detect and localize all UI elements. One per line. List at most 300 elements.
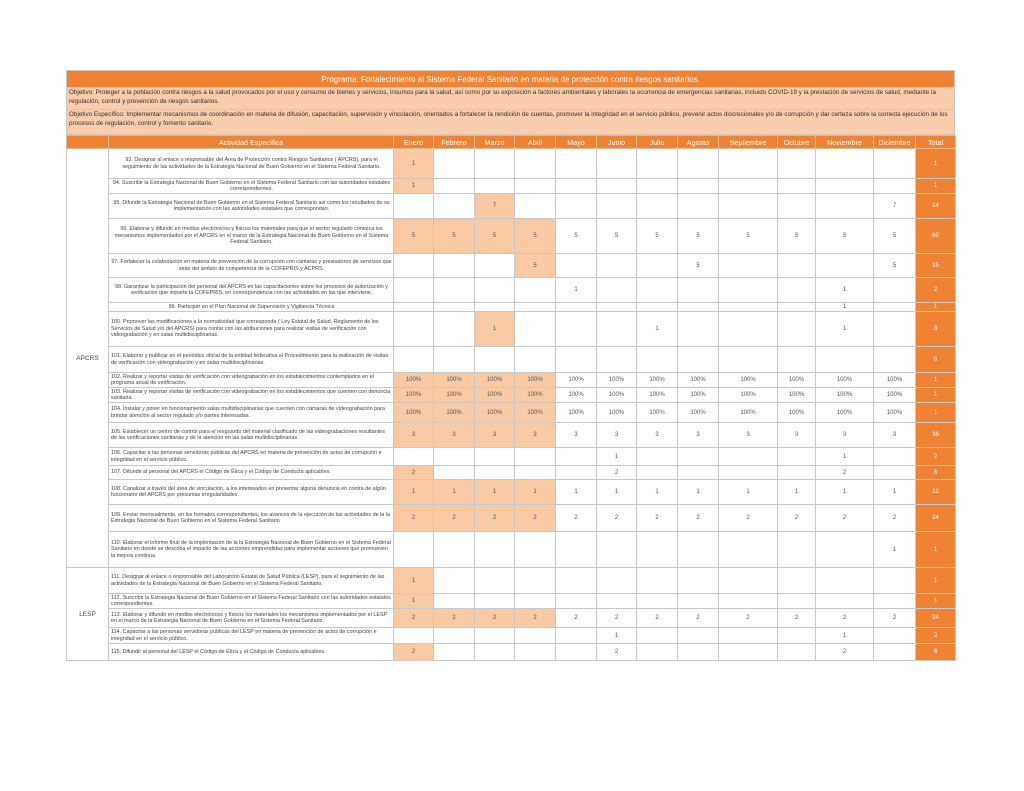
month-value-cell	[678, 628, 719, 644]
month-value-cell: 3	[678, 423, 719, 448]
table-row	[67, 644, 956, 661]
activity-cell: 105. Establecer un centro de control para el resguardo del material clasificado de las videograbaciones resultantes de las verificaciones sanitarias y de la atención en las salas multidisciplinarias.	[109, 423, 394, 448]
month-value-cell	[515, 194, 556, 219]
table-row	[67, 149, 956, 179]
month-value-cell: 1	[597, 448, 637, 466]
activity-table	[66, 135, 956, 661]
col-octubre-header: Octubre	[778, 136, 816, 149]
month-value-cell	[778, 594, 816, 609]
activity-cell: 95. Difundir la Estrategia Nacional de Buen Gobierno en el Sistema Federal Sanitario así como los resultados de su implementación con las autoridades estatales que correspondan.	[109, 194, 394, 219]
month-value-cell: 1	[874, 532, 916, 568]
month-value-cell	[816, 532, 874, 568]
month-value-cell: 100%	[475, 403, 515, 423]
month-value-cell: 100%	[719, 403, 778, 423]
month-value-cell	[434, 194, 475, 219]
month-value-cell	[778, 466, 816, 480]
month-value-cell	[394, 254, 434, 278]
total-cell: 1	[916, 373, 956, 388]
month-value-cell	[475, 149, 515, 179]
month-value-cell: 2	[394, 609, 434, 628]
col-enero-header: Enero	[394, 136, 434, 149]
month-value-cell	[816, 254, 874, 278]
month-value-cell	[678, 532, 719, 568]
month-value-cell	[637, 149, 678, 179]
table-row	[67, 179, 956, 194]
total-cell: 12	[916, 480, 956, 505]
month-value-cell	[597, 278, 637, 303]
table-row	[67, 423, 956, 448]
activity-cell: 98. Garantizar la participación del personal del APCRS en las capacitaciones sobre los procesos de autorización y verificación que imparte la COFEPRIS, en correspondencia con las actividades en las que interviene.	[109, 278, 394, 303]
activity-cell: 114. Capacitar a las personas servidoras públicas del LESP en materia de prevención de actos de corrupción e integridad en el servicio público.	[109, 628, 394, 644]
month-value-cell: 100%	[556, 373, 597, 388]
month-value-cell	[434, 312, 475, 347]
month-value-cell	[778, 303, 816, 312]
table-row	[67, 219, 956, 254]
month-value-cell	[719, 466, 778, 480]
month-value-cell: 2	[678, 505, 719, 532]
month-value-cell	[515, 448, 556, 466]
month-value-cell	[515, 644, 556, 661]
month-value-cell	[816, 179, 874, 194]
month-value-cell	[394, 628, 434, 644]
table-row	[67, 347, 956, 373]
month-value-cell: 3	[434, 423, 475, 448]
table-row	[67, 466, 956, 480]
month-value-cell	[637, 179, 678, 194]
month-value-cell	[556, 644, 597, 661]
month-value-cell	[515, 312, 556, 347]
month-value-cell	[434, 568, 475, 594]
month-value-cell: 2	[637, 505, 678, 532]
month-value-cell: 1	[475, 480, 515, 505]
month-value-cell	[678, 448, 719, 466]
month-value-cell	[515, 149, 556, 179]
month-value-cell: 2	[816, 609, 874, 628]
table-row	[67, 254, 956, 278]
month-value-cell	[394, 448, 434, 466]
month-value-cell: 100%	[394, 403, 434, 423]
month-value-cell	[434, 179, 475, 194]
month-value-cell: 2	[515, 505, 556, 532]
total-cell: 60	[916, 219, 956, 254]
table-row	[67, 303, 956, 312]
activity-cell: 94. Suscribir la Estrategia Nacional de Buen Gobierno en el Sistema Federal Sanitario con las autoridades estatales correspondientes.	[109, 179, 394, 194]
month-value-cell	[719, 179, 778, 194]
month-value-cell: 2	[816, 505, 874, 532]
month-value-cell: 100%	[637, 403, 678, 423]
month-value-cell: 1	[637, 312, 678, 347]
month-value-cell	[475, 347, 515, 373]
activity-cell: 97. Fortalecer la colaboración en materia de prevención de la corrupción con cámaras y prestadores de servicios que sean del ámbito de competencia de la COFEPRIS y ACPRS.	[109, 254, 394, 278]
month-value-cell: 1	[719, 480, 778, 505]
month-value-cell	[515, 532, 556, 568]
month-value-cell: 100%	[434, 403, 475, 423]
month-value-cell	[778, 532, 816, 568]
month-value-cell: 5	[678, 219, 719, 254]
total-cell: 1	[916, 594, 956, 609]
month-value-cell: 1	[597, 628, 637, 644]
month-value-cell	[778, 628, 816, 644]
table-row	[67, 278, 956, 303]
table-row	[67, 568, 956, 594]
table-row	[67, 388, 956, 403]
month-value-cell	[637, 568, 678, 594]
month-value-cell: 100%	[778, 388, 816, 403]
month-value-cell	[475, 303, 515, 312]
group-label-cell: APCRS	[67, 149, 109, 568]
col-agosto-header: Agosto	[678, 136, 719, 149]
month-value-cell: 1	[515, 480, 556, 505]
table-row	[67, 194, 956, 219]
month-value-cell: 100%	[475, 373, 515, 388]
month-value-cell: 5	[678, 254, 719, 278]
month-value-cell	[475, 179, 515, 194]
month-value-cell	[719, 532, 778, 568]
month-value-cell: 100%	[597, 403, 637, 423]
month-value-cell	[637, 594, 678, 609]
month-value-cell: 2	[475, 609, 515, 628]
month-value-cell: 100%	[874, 403, 916, 423]
month-value-cell: 100%	[515, 403, 556, 423]
month-value-cell: 100%	[637, 373, 678, 388]
col-noviembre-header: Noviembre	[816, 136, 874, 149]
month-value-cell	[637, 254, 678, 278]
month-value-cell	[515, 568, 556, 594]
month-value-cell	[394, 347, 434, 373]
month-value-cell	[515, 466, 556, 480]
month-value-cell: 100%	[475, 388, 515, 403]
month-value-cell: 5	[556, 219, 597, 254]
month-value-cell: 1	[816, 480, 874, 505]
month-value-cell	[874, 448, 916, 466]
month-value-cell: 2	[556, 505, 597, 532]
month-value-cell	[719, 448, 778, 466]
month-value-cell: 100%	[637, 388, 678, 403]
month-value-cell: 2	[434, 505, 475, 532]
col-total-header: Total	[916, 136, 956, 149]
month-value-cell	[874, 179, 916, 194]
col-julio-header: Julio	[637, 136, 678, 149]
month-value-cell: 100%	[816, 388, 874, 403]
month-value-cell	[678, 179, 719, 194]
table-row	[67, 403, 956, 423]
group-label-cell: LESP	[67, 568, 109, 661]
month-value-cell: 1	[394, 179, 434, 194]
col-marzo-header: Marzo	[475, 136, 515, 149]
month-value-cell: 100%	[678, 403, 719, 423]
month-value-cell	[434, 594, 475, 609]
month-value-cell	[637, 628, 678, 644]
month-value-cell: 2	[778, 505, 816, 532]
month-value-cell: 1	[475, 312, 515, 347]
col-activity-header: Actividad Específica	[109, 136, 394, 149]
month-value-cell	[874, 303, 916, 312]
month-value-cell: 100%	[719, 388, 778, 403]
month-value-cell	[597, 312, 637, 347]
month-value-cell: 100%	[874, 373, 916, 388]
activity-cell: 112. Suscribir la Estrategia Nacional de Buen Gobierno en el Sistema Federal Sanitario con las autoridades estatales correspondientes.	[109, 594, 394, 609]
month-value-cell	[719, 254, 778, 278]
month-value-cell: 5	[778, 219, 816, 254]
month-value-cell	[475, 628, 515, 644]
month-value-cell	[556, 466, 597, 480]
month-value-cell	[678, 194, 719, 219]
total-cell: 24	[916, 609, 956, 628]
month-value-cell: 100%	[515, 373, 556, 388]
month-value-cell	[637, 303, 678, 312]
total-cell: 0	[916, 347, 956, 373]
total-cell: 36	[916, 423, 956, 448]
activity-cell: 99. Participar en el Plan Nacional de Supervisión y Vigilancia Técnica	[109, 303, 394, 312]
activity-cell: 96. Elaborar y difundir en medios electrónicos y físicos los materiales para que el sector regulado conozca los mecanismos implementados por el APCRS en el marco de la Estrategia Nacional de Buen Gobierno en el Sistema Federal Sanitario.	[109, 219, 394, 254]
month-value-cell	[434, 466, 475, 480]
month-value-cell	[597, 568, 637, 594]
month-value-cell	[637, 194, 678, 219]
month-value-cell: 100%	[678, 388, 719, 403]
month-value-cell	[597, 254, 637, 278]
month-value-cell	[556, 312, 597, 347]
month-value-cell: 1	[597, 480, 637, 505]
month-value-cell: 2	[515, 609, 556, 628]
month-value-cell	[475, 278, 515, 303]
month-value-cell	[597, 532, 637, 568]
activity-cell: 100. Promover las modificaciones a la normatividad que corresponda ( Ley Estatal de Salud, Reglamento de los Servicios de Salud y/o del APCRS) para contar con las atribuciones para realizar visitas de verificación con videograbación y en salas multidisciplinarias.	[109, 312, 394, 347]
month-value-cell	[556, 303, 597, 312]
month-value-cell: 2	[597, 505, 637, 532]
month-value-cell: 100%	[434, 388, 475, 403]
month-value-cell	[874, 594, 916, 609]
activity-cell: 106. Capacitar a las personas servidoras públicas del APCRS en materia de prevención de actos de corrupción e integridad en el servicio público.	[109, 448, 394, 466]
objective-general: Objetivo: Proteger a la población contra riesgos a la salud provocados por el uso y consumo de bienes y servicios, insumos para la salud, así como por su exposición a factores ambientales y laborales la ocurrencia de emergencias sanitarias, incluido COVID-19 y la prestación de servicios de salud, mediante la regulación, control y prevención de riesgos sanitarios.	[66, 88, 955, 110]
month-value-cell: 1	[778, 480, 816, 505]
month-value-cell: 2	[394, 644, 434, 661]
table-body	[67, 149, 956, 661]
month-value-cell	[394, 312, 434, 347]
month-value-cell	[515, 303, 556, 312]
month-value-cell: 3	[637, 423, 678, 448]
month-value-cell	[556, 254, 597, 278]
month-value-cell: 3	[597, 423, 637, 448]
month-value-cell	[874, 312, 916, 347]
month-value-cell	[678, 568, 719, 594]
month-value-cell: 1	[556, 480, 597, 505]
table-row	[67, 594, 956, 609]
month-value-cell	[778, 347, 816, 373]
month-value-cell: 3	[394, 423, 434, 448]
table-row	[67, 505, 956, 532]
total-cell: 1	[916, 568, 956, 594]
col-mayo-header: Mayo	[556, 136, 597, 149]
total-cell: 6	[916, 644, 956, 661]
month-value-cell: 5	[515, 219, 556, 254]
month-value-cell	[778, 448, 816, 466]
month-value-cell: 2	[719, 609, 778, 628]
month-value-cell	[719, 149, 778, 179]
month-value-cell	[719, 594, 778, 609]
month-value-cell	[475, 532, 515, 568]
month-value-cell: 1	[434, 480, 475, 505]
month-value-cell	[778, 278, 816, 303]
month-value-cell: 7	[475, 194, 515, 219]
month-value-cell: 1	[394, 149, 434, 179]
group-header-cell	[67, 136, 109, 149]
table-row	[67, 373, 956, 388]
month-value-cell: 2	[434, 609, 475, 628]
month-value-cell	[778, 644, 816, 661]
month-value-cell	[719, 644, 778, 661]
month-value-cell	[778, 194, 816, 219]
table-row	[67, 312, 956, 347]
month-value-cell	[816, 149, 874, 179]
month-value-cell	[515, 347, 556, 373]
total-cell: 2	[916, 278, 956, 303]
month-value-cell: 2	[394, 466, 434, 480]
total-cell: 2	[916, 628, 956, 644]
month-value-cell: 3	[719, 423, 778, 448]
month-value-cell: 2	[637, 609, 678, 628]
month-value-cell	[678, 594, 719, 609]
activity-cell: 111. Designar al enlace o responsable del Laboratorio Estatal de Salud Pública (LESP), para el seguimiento de las actividades de la Estrategia Nacional de Buen Gobierno en el Sistema Federal Sanitario.	[109, 568, 394, 594]
table-row	[67, 628, 956, 644]
month-value-cell: 100%	[515, 388, 556, 403]
total-cell: 24	[916, 505, 956, 532]
month-value-cell: 2	[597, 609, 637, 628]
month-value-cell	[556, 194, 597, 219]
month-value-cell	[719, 347, 778, 373]
activity-cell: 115. Difundir al personal del LESP el Código de Ética y el Código de Conducta aplicables.	[109, 644, 394, 661]
col-diciembre-header: Diciembre	[874, 136, 916, 149]
month-value-cell: 5	[394, 219, 434, 254]
month-value-cell	[434, 254, 475, 278]
month-value-cell: 1	[874, 480, 916, 505]
month-value-cell: 2	[475, 505, 515, 532]
month-value-cell	[556, 532, 597, 568]
month-value-cell	[434, 278, 475, 303]
month-value-cell	[475, 568, 515, 594]
month-value-cell: 3	[515, 423, 556, 448]
month-value-cell: 1	[637, 480, 678, 505]
month-value-cell	[874, 644, 916, 661]
month-value-cell	[434, 347, 475, 373]
month-value-cell	[434, 628, 475, 644]
month-value-cell	[597, 179, 637, 194]
month-value-cell: 100%	[394, 373, 434, 388]
month-value-cell	[816, 568, 874, 594]
month-value-cell	[434, 448, 475, 466]
col-febrero-header: Febrero	[434, 136, 475, 149]
month-value-cell: 2	[719, 505, 778, 532]
month-value-cell	[719, 312, 778, 347]
month-value-cell	[719, 194, 778, 219]
month-value-cell: 1	[678, 480, 719, 505]
month-value-cell: 1	[394, 568, 434, 594]
month-value-cell	[678, 466, 719, 480]
month-value-cell: 100%	[434, 373, 475, 388]
month-value-cell	[719, 303, 778, 312]
month-value-cell: 3	[874, 423, 916, 448]
month-value-cell	[434, 532, 475, 568]
month-value-cell	[678, 303, 719, 312]
month-value-cell: 100%	[556, 403, 597, 423]
month-value-cell: 1	[816, 303, 874, 312]
month-value-cell: 1	[394, 480, 434, 505]
month-value-cell	[394, 278, 434, 303]
month-value-cell: 2	[597, 644, 637, 661]
total-cell: 1	[916, 403, 956, 423]
objective-specific: Objetivo Específico: Implementar mecanismos de coordinación en materia de difusión, capacitación, supervisión y vinculación, orientados a fortalecer la rendición de cuentas, promover la integridad en el servicio público, prevenir actos discrecionales y/o de corrupción y dar certeza sobre la correcta ejecución de los procesos de regulación, control y fomento sanitario.	[66, 110, 955, 135]
month-value-cell	[556, 594, 597, 609]
month-value-cell	[678, 278, 719, 303]
month-value-cell: 1	[556, 278, 597, 303]
month-value-cell	[475, 254, 515, 278]
month-value-cell	[874, 149, 916, 179]
month-value-cell: 3	[778, 423, 816, 448]
table-row	[67, 609, 956, 628]
month-value-cell: 1	[394, 594, 434, 609]
total-cell: 6	[916, 466, 956, 480]
month-value-cell: 2	[394, 505, 434, 532]
month-value-cell: 5	[874, 254, 916, 278]
month-value-cell	[434, 644, 475, 661]
month-value-cell: 100%	[556, 388, 597, 403]
total-cell: 1	[916, 149, 956, 179]
month-value-cell: 5	[434, 219, 475, 254]
month-value-cell	[874, 466, 916, 480]
month-value-cell	[515, 628, 556, 644]
activity-cell: 103. Realizar y reportar visitas de verificación con videograbación en los establecimientos que cuenten con denuncia sanitaria.	[109, 388, 394, 403]
program-title: Programa: Fortalecimiento al Sistema Federal Sanitario en materia de protección contra riesgos sanitarios.	[66, 70, 955, 88]
month-value-cell	[637, 466, 678, 480]
table-row	[67, 448, 956, 466]
month-value-cell: 2	[874, 609, 916, 628]
month-value-cell: 2	[597, 466, 637, 480]
month-value-cell	[556, 149, 597, 179]
month-value-cell: 2	[556, 609, 597, 628]
month-value-cell: 5	[637, 219, 678, 254]
col-abril-header: Abril	[515, 136, 556, 149]
month-value-cell: 100%	[597, 373, 637, 388]
month-value-cell	[597, 149, 637, 179]
month-value-cell	[637, 278, 678, 303]
month-value-cell	[394, 194, 434, 219]
month-value-cell	[874, 278, 916, 303]
activity-cell: 93. Designar al enlace o responsable del Área de Protección contra Riesgos Sanitarios ( APCRS), para el seguimiento de las actividades de la Estrategia Nacional de Buen Gobierno en el Sistema Federal Sanitario.	[109, 149, 394, 179]
activity-cell: 104. Instalar y poner en funcionamiento salas multidisciplinarias que cuenten con cámaras de videograbación para brindar atención al sector regulado y/o partes interesadas.	[109, 403, 394, 423]
month-value-cell	[874, 347, 916, 373]
month-value-cell	[637, 347, 678, 373]
month-value-cell	[515, 179, 556, 194]
month-value-cell: 100%	[778, 373, 816, 388]
table-row	[67, 480, 956, 505]
month-value-cell	[597, 194, 637, 219]
month-value-cell	[556, 628, 597, 644]
col-septiembre-header: Septiembre	[719, 136, 778, 149]
month-value-cell	[475, 594, 515, 609]
month-value-cell	[556, 448, 597, 466]
month-value-cell	[597, 303, 637, 312]
month-value-cell: 3	[475, 423, 515, 448]
month-value-cell	[394, 532, 434, 568]
month-value-cell	[515, 278, 556, 303]
month-value-cell: 100%	[678, 373, 719, 388]
month-value-cell	[556, 568, 597, 594]
month-value-cell: 2	[816, 644, 874, 661]
month-value-cell: 5	[874, 219, 916, 254]
month-value-cell	[874, 628, 916, 644]
activity-cell: 109. Enviar mensualmente, en los formatos correspondientes, los avances de la ejecución de las actividades de la la Estrategia Nacional de Buen Gobierno en el Sistema Federal Sanitario	[109, 505, 394, 532]
total-cell: 2	[916, 448, 956, 466]
total-cell: 1	[916, 532, 956, 568]
